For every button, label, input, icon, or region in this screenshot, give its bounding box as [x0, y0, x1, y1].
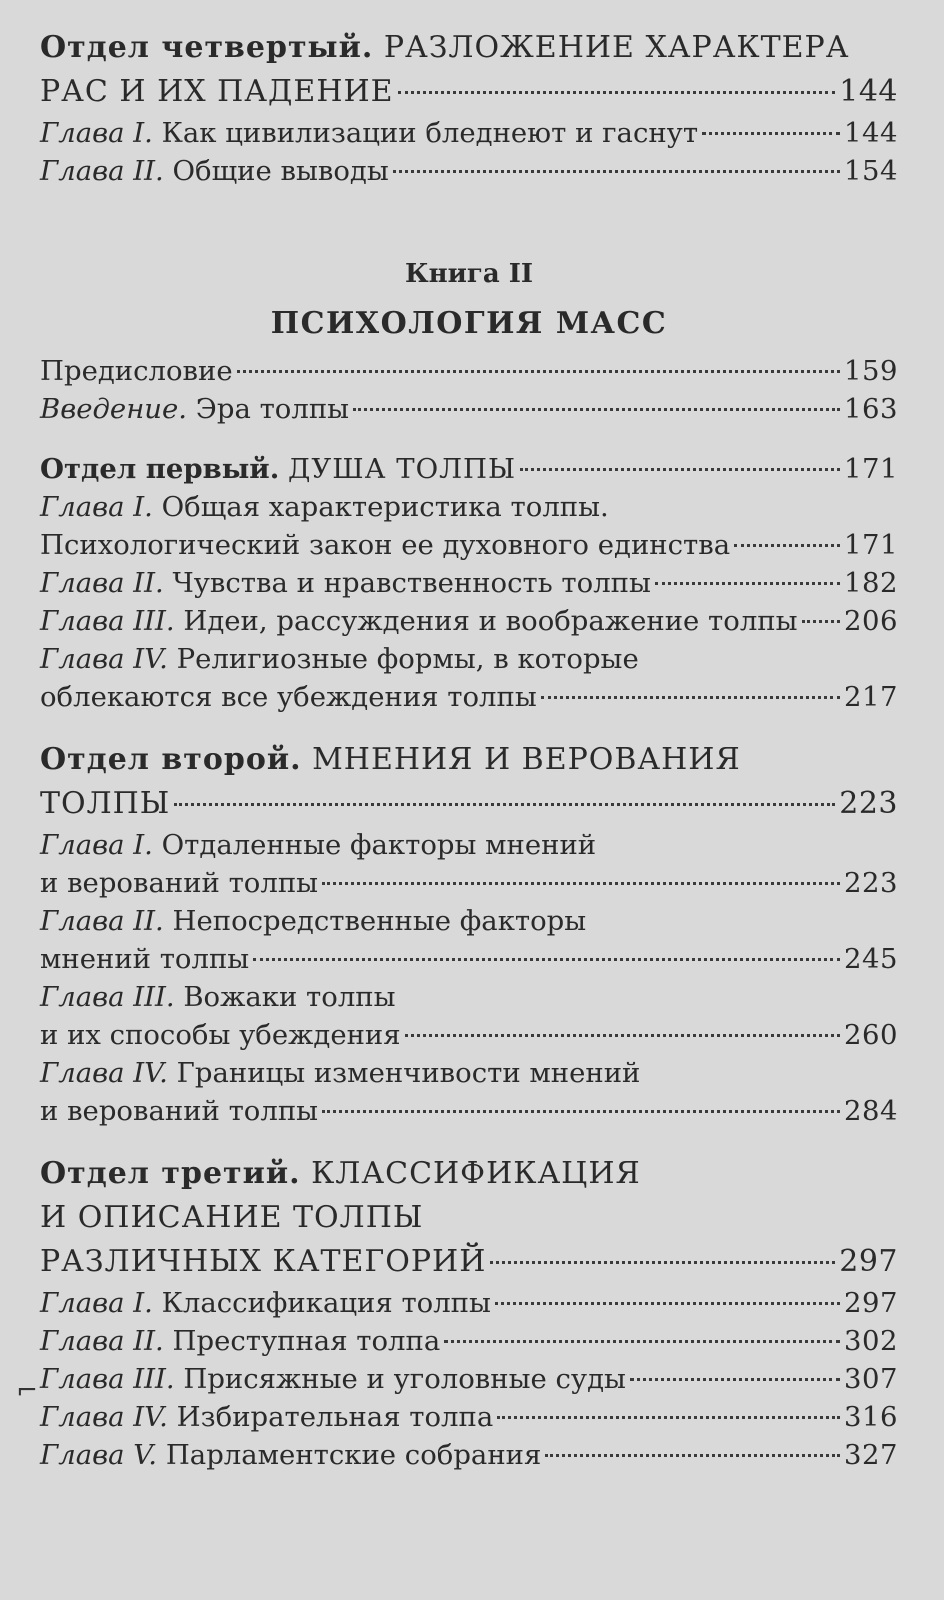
- page-number: 297: [839, 1244, 898, 1279]
- chapter-title: Эра толпы: [195, 393, 350, 425]
- book-label: Книга II: [404, 259, 534, 289]
- chapter-title: Присяжные и уголовные суды: [183, 1363, 626, 1395]
- toc-entry: [40, 390, 898, 428]
- toc-entry: [40, 1322, 898, 1360]
- page-number: 217: [844, 681, 898, 713]
- toc-entry: [40, 602, 898, 640]
- dot-leader: [497, 1416, 840, 1419]
- table-of-contents: [40, 26, 898, 1474]
- toc-entry: [40, 1016, 898, 1054]
- chapter-label: Глава III.: [40, 605, 175, 637]
- page-number: 144: [839, 74, 898, 109]
- chapter-title: Общая характеристика толпы.: [161, 491, 609, 523]
- chapter-label: Глава II.: [40, 155, 164, 187]
- dot-leader: [630, 1378, 840, 1381]
- dot-leader: [353, 408, 840, 411]
- section-title: РАС И ИХ ПАДЕНИЕ: [40, 74, 394, 109]
- section-title: ТОЛПЫ: [40, 786, 171, 821]
- dot-leader: [393, 170, 840, 173]
- section-label: Отдел первый.: [40, 453, 280, 485]
- chapter-title: Религиозные формы, в которые: [176, 643, 639, 675]
- toc-heading-part2: [40, 738, 898, 782]
- chapter-title: Как цивилизации бледнеют и гаснут: [161, 117, 699, 149]
- chapter-label: Введение.: [40, 393, 188, 425]
- chapter-title: Преступная толпа: [172, 1325, 441, 1357]
- toc-entry: [40, 1436, 898, 1474]
- chapter-label: Глава I.: [40, 1287, 153, 1319]
- page-number: 284: [844, 1095, 898, 1127]
- toc-entry: [40, 1360, 898, 1398]
- page-number: 316: [844, 1401, 898, 1433]
- toc-entry: [40, 352, 898, 390]
- page-number: 307: [844, 1363, 898, 1395]
- page-number: 163: [844, 393, 898, 425]
- chapter-label: Глава I.: [40, 117, 153, 149]
- dot-leader: [802, 620, 840, 623]
- toc-heading-section4: [40, 26, 898, 70]
- chapter-title: и верований толпы: [40, 1095, 319, 1127]
- section-title: РАЗЛИЧНЫХ КАТЕГОРИЙ: [40, 1244, 487, 1279]
- toc-entry: [40, 826, 898, 864]
- chapter-title: и верований толпы: [40, 867, 319, 899]
- chapter-title: Идеи, рассуждения и воображение толпы: [183, 605, 798, 637]
- section-title: МНЕНИЯ И ВЕРОВАНИЯ: [312, 742, 741, 777]
- chapter-title: Парламентские собрания: [165, 1439, 542, 1471]
- toc-entry: [40, 1054, 898, 1092]
- page-number: 171: [844, 453, 898, 485]
- chapter-title: Классификация толпы: [161, 1287, 491, 1319]
- dot-leader: [490, 1261, 835, 1264]
- dot-leader: [253, 958, 840, 961]
- chapter-label: Глава II.: [40, 567, 164, 599]
- dot-leader: [495, 1302, 840, 1305]
- chapter-label: Глава III.: [40, 1363, 175, 1395]
- chapter-label: Глава I.: [40, 491, 153, 523]
- dot-leader: [174, 803, 835, 806]
- dot-leader: [444, 1340, 840, 1343]
- toc-entry: [40, 114, 898, 152]
- section-label: Отдел четвертый.: [40, 30, 374, 65]
- chapter-title: Избирательная толпа: [176, 1401, 494, 1433]
- chapter-label: Глава III.: [40, 981, 175, 1013]
- dot-leader: [545, 1454, 840, 1457]
- toc-entry: [40, 1284, 898, 1322]
- dot-leader: [405, 1034, 840, 1037]
- chapter-title: Вожаки толпы: [183, 981, 396, 1013]
- dot-leader: [237, 370, 840, 373]
- chapter-title: Границы изменчивости мнений: [176, 1057, 641, 1089]
- toc-entry: [40, 678, 898, 716]
- chapter-title: Непосредственные факторы: [172, 905, 587, 937]
- page-number: 171: [844, 529, 898, 561]
- toc-heading-part3: [40, 1152, 898, 1196]
- chapter-title: Общие выводы: [172, 155, 389, 187]
- dot-leader: [734, 544, 840, 547]
- toc-entry: [40, 1398, 898, 1436]
- toc-heading-part1: [40, 450, 898, 488]
- section-title: РАЗЛОЖЕНИЕ ХАРАКТЕРА: [383, 30, 850, 65]
- page-number: 182: [844, 567, 898, 599]
- toc-entry: [40, 782, 898, 826]
- chapter-label: Глава IV.: [40, 1401, 168, 1433]
- toc-entry: [40, 564, 898, 602]
- toc-entry: [40, 152, 898, 190]
- dot-leader: [398, 91, 836, 94]
- chapter-title: и их способы убеждения: [40, 1019, 401, 1051]
- section-label: Отдел третий.: [40, 1156, 301, 1191]
- toc-entry: [40, 640, 898, 678]
- page-number: 223: [844, 867, 898, 899]
- toc-entry: [40, 940, 898, 978]
- page-number: 144: [844, 117, 898, 149]
- section-title: ДУША ТОЛПЫ: [288, 453, 517, 485]
- page-number: 206: [844, 605, 898, 637]
- pencil-mark-icon: ⌐: [16, 1376, 38, 1406]
- chapter-title: облекаются все убеждения толпы: [40, 681, 537, 713]
- chapter-title: Отдаленные факторы мнений: [161, 829, 597, 861]
- page-number: 154: [844, 155, 898, 187]
- chapter-label: Глава V.: [40, 1439, 158, 1471]
- section-label: Отдел второй.: [40, 742, 302, 777]
- chapter-title: Чувства и нравственность толпы: [172, 567, 651, 599]
- page-number: 260: [844, 1019, 898, 1051]
- chapter-label: Глава IV.: [40, 643, 168, 675]
- chapter-title: мнений толпы: [40, 943, 250, 975]
- page-number: 245: [844, 943, 898, 975]
- dot-leader: [655, 582, 840, 585]
- book-title: ПСИХОЛОГИЯ МАСС: [270, 306, 668, 341]
- chapter-title: Психологический закон ее духовного единства: [40, 529, 731, 561]
- chapter-title: Предисловие: [40, 355, 233, 387]
- toc-entry: [40, 1092, 898, 1130]
- chapter-label: Глава II.: [40, 905, 164, 937]
- section-title: И ОПИСАНИЕ ТОЛПЫ: [40, 1200, 424, 1235]
- toc-entry: [40, 526, 898, 564]
- dot-leader: [702, 132, 840, 135]
- dot-leader: [322, 1110, 840, 1113]
- page-number: 327: [844, 1439, 898, 1471]
- section-title: КЛАССИФИКАЦИЯ: [311, 1156, 641, 1191]
- page-number: 302: [844, 1325, 898, 1357]
- toc-entry: [40, 1240, 898, 1284]
- chapter-label: Глава I.: [40, 829, 153, 861]
- chapter-label: Глава II.: [40, 1325, 164, 1357]
- toc-entry: [40, 488, 898, 526]
- dot-leader: [520, 468, 840, 471]
- toc-entry: [40, 70, 898, 114]
- toc-entry: [40, 902, 898, 940]
- page-number: 159: [844, 355, 898, 387]
- page-number: 223: [839, 786, 898, 821]
- chapter-label: Глава IV.: [40, 1057, 168, 1089]
- page-number: 297: [844, 1287, 898, 1319]
- toc-entry: [40, 864, 898, 902]
- toc-entry: [40, 1196, 898, 1240]
- dot-leader: [541, 696, 840, 699]
- toc-entry: [40, 978, 898, 1016]
- dot-leader: [322, 882, 840, 885]
